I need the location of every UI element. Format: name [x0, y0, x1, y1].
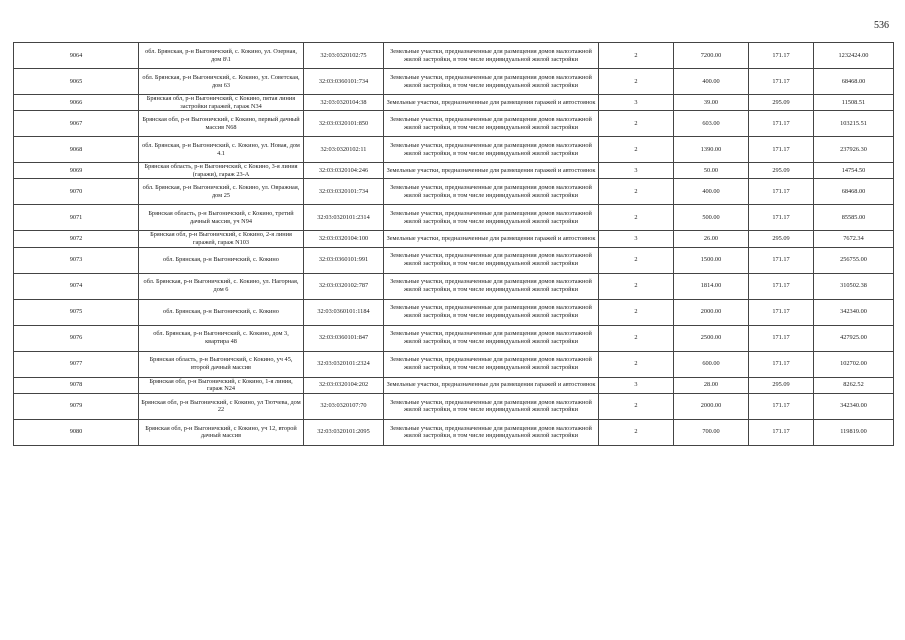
row-area: 39.00 [674, 95, 749, 111]
row-cadastral-value: 103215.51 [814, 111, 894, 137]
row-rate: 171.17 [749, 299, 814, 325]
row-rate: 171.17 [749, 179, 814, 205]
row-land-use: Земельные участки, предназначенные для размещения домов малоэтажной жилой застройки, в том числе индивидуальной жилой застройки [384, 69, 599, 95]
row-rate: 171.17 [749, 137, 814, 163]
row-land-use: Земельные участки, предназначенные для размещения гаражей и автостоянок [384, 377, 599, 393]
row-cadastral-value: 256755.00 [814, 247, 894, 273]
row-cadastral-number: 32:03:0320102:75 [304, 43, 384, 69]
row-land-use: Земельные участки, предназначенные для размещения домов малоэтажной жилой застройки, в том числе индивидуальной жилой застройки [384, 111, 599, 137]
row-group: 3 [599, 95, 674, 111]
row-area: 400.00 [674, 69, 749, 95]
row-number: 9068 [14, 137, 139, 163]
table-body [14, 43, 894, 446]
row-number: 9069 [14, 163, 139, 179]
row-rate: 171.17 [749, 43, 814, 69]
row-number: 9074 [14, 273, 139, 299]
row-cadastral-value: 85585.00 [814, 205, 894, 231]
row-number: 9072 [14, 231, 139, 247]
row-group: 2 [599, 325, 674, 351]
row-land-use: Земельные участки, предназначенные для размещения домов малоэтажной жилой застройки, в том числе индивидуальной жилой застройки [384, 205, 599, 231]
row-address: Брянская обл, р-н Выгоничский, с Кокино, первый дачный массив N68 [139, 111, 304, 137]
row-cadastral-number: 32:03:0320104:38 [304, 95, 384, 111]
row-land-use: Земельные участки, предназначенные для размещения домов малоэтажной жилой застройки, в том числе индивидуальной жилой застройки [384, 273, 599, 299]
row-group: 2 [599, 69, 674, 95]
row-cadastral-number: 32:03:0320104:246 [304, 163, 384, 179]
row-land-use: Земельные участки, предназначенные для размещения домов малоэтажной жилой застройки, в том числе индивидуальной жилой застройки [384, 393, 599, 419]
row-address: обл. Брянская, р-н Выгоничский, с. Кокино [139, 247, 304, 273]
row-address: обл. Брянская, р-н Выгоничский, с. Кокино, ул. Новая, дом 4.1 [139, 137, 304, 163]
table-row [14, 393, 894, 419]
row-number: 9065 [14, 69, 139, 95]
row-group: 2 [599, 273, 674, 299]
row-address: обл. Брянская, р-н Выгоничский, с. Кокино, ул. Советская, дом 63 [139, 69, 304, 95]
row-group: 2 [599, 111, 674, 137]
row-area: 500.00 [674, 205, 749, 231]
row-cadastral-number: 32:03:0320102:787 [304, 273, 384, 299]
row-cadastral-value: 7672.34 [814, 231, 894, 247]
row-cadastral-number: 32:03:0320102:11 [304, 137, 384, 163]
row-address: Брянская обл, р-н Выгоничский, с Кокино, пятая линия застройки гаражей, гараж N34 [139, 95, 304, 111]
row-address: Брянская область, р-н Выгоничский, с Кокино, уч 45, второй дачный массив [139, 351, 304, 377]
row-land-use: Земельные участки, предназначенные для размещения гаражей и автостоянок [384, 163, 599, 179]
row-address: обл. Брянская, р-н Выгоничский, с. Кокино, ул. Нагорная, дом 6 [139, 273, 304, 299]
row-number: 9070 [14, 179, 139, 205]
row-cadastral-value: 119819.00 [814, 419, 894, 445]
row-cadastral-value: 102702.00 [814, 351, 894, 377]
row-cadastral-value: 68468.00 [814, 69, 894, 95]
table-row [14, 231, 894, 247]
row-rate: 295.09 [749, 377, 814, 393]
row-area: 1814.00 [674, 273, 749, 299]
table-row [14, 179, 894, 205]
table-row [14, 377, 894, 393]
row-cadastral-number: 32:03:0360101:734 [304, 69, 384, 95]
row-number: 9071 [14, 205, 139, 231]
row-rate: 171.17 [749, 111, 814, 137]
row-cadastral-value: 11508.51 [814, 95, 894, 111]
row-land-use: Земельные участки, предназначенные для размещения домов малоэтажной жилой застройки, в том числе индивидуальной жилой застройки [384, 43, 599, 69]
row-area: 2500.00 [674, 325, 749, 351]
table-row [14, 299, 894, 325]
row-cadastral-number: 32:03:0360101:991 [304, 247, 384, 273]
row-address: Брянская обл, р-н Выгоничский, с Кокино, 1-я линия, гараж N24 [139, 377, 304, 393]
row-rate: 295.09 [749, 231, 814, 247]
row-number: 9064 [14, 43, 139, 69]
row-rate: 171.17 [749, 247, 814, 273]
row-cadastral-number: 32:03:0320101:2095 [304, 419, 384, 445]
row-group: 2 [599, 137, 674, 163]
row-land-use: Земельные участки, предназначенные для размещения домов малоэтажной жилой застройки, в том числе индивидуальной жилой застройки [384, 299, 599, 325]
page-number: 536 [874, 20, 889, 31]
row-group: 2 [599, 205, 674, 231]
row-group: 2 [599, 299, 674, 325]
row-cadastral-number: 32:03:0320101:2314 [304, 205, 384, 231]
row-number: 9080 [14, 419, 139, 445]
row-land-use: Земельные участки, предназначенные для размещения домов малоэтажной жилой застройки, в том числе индивидуальной жилой застройки [384, 419, 599, 445]
row-land-use: Земельные участки, предназначенные для размещения домов малоэтажной жилой застройки, в том числе индивидуальной жилой застройки [384, 179, 599, 205]
row-area: 603.00 [674, 111, 749, 137]
row-rate: 171.17 [749, 273, 814, 299]
row-group: 2 [599, 247, 674, 273]
row-address: обл. Брянская, р-н Выгоничский, с. Кокино, дом 3, квартира 48 [139, 325, 304, 351]
row-rate: 295.09 [749, 95, 814, 111]
row-group: 2 [599, 43, 674, 69]
row-cadastral-value: 237926.30 [814, 137, 894, 163]
row-area: 7200.00 [674, 43, 749, 69]
row-area: 1390.00 [674, 137, 749, 163]
row-address: Брянская область, р-н Выгоничский, с Кокино, 3-я линия (гаражи), гараж 23-А [139, 163, 304, 179]
row-cadastral-number: 32:03:0360101:1184 [304, 299, 384, 325]
row-area: 600.00 [674, 351, 749, 377]
land-registry-table [13, 42, 894, 446]
row-area: 50.00 [674, 163, 749, 179]
table-row [14, 205, 894, 231]
row-address: обл. Брянская, р-н Выгоничский, с. Кокино [139, 299, 304, 325]
row-number: 9073 [14, 247, 139, 273]
table-row [14, 163, 894, 179]
row-rate: 171.17 [749, 325, 814, 351]
row-group: 3 [599, 231, 674, 247]
row-number: 9075 [14, 299, 139, 325]
row-area: 400.00 [674, 179, 749, 205]
table-row [14, 273, 894, 299]
table-row [14, 247, 894, 273]
row-address: обл. Брянская, р-н Выгоничский, с. Кокино, ул. Озерная, дом 8\1 [139, 43, 304, 69]
table-row [14, 137, 894, 163]
row-cadastral-number: 32:03:0360101:847 [304, 325, 384, 351]
row-area: 28.00 [674, 377, 749, 393]
row-cadastral-number: 32:03:0320101:734 [304, 179, 384, 205]
row-land-use: Земельные участки, предназначенные для размещения гаражей и автостоянок [384, 231, 599, 247]
row-land-use: Земельные участки, предназначенные для размещения гаражей и автостоянок [384, 95, 599, 111]
table-row [14, 351, 894, 377]
row-cadastral-value: 427925.00 [814, 325, 894, 351]
row-address: Брянская обл, р-н Выгоничский, с Кокино, уч 12, второй дачный массив [139, 419, 304, 445]
row-number: 9079 [14, 393, 139, 419]
row-cadastral-value: 342340.00 [814, 393, 894, 419]
row-cadastral-number: 32:03:0320101:850 [304, 111, 384, 137]
row-cadastral-value: 342340.00 [814, 299, 894, 325]
row-area: 2000.00 [674, 393, 749, 419]
row-cadastral-value: 8262.52 [814, 377, 894, 393]
row-cadastral-value: 310502.38 [814, 273, 894, 299]
row-land-use: Земельные участки, предназначенные для размещения домов малоэтажной жилой застройки, в том числе индивидуальной жилой застройки [384, 247, 599, 273]
row-rate: 171.17 [749, 69, 814, 95]
row-group: 2 [599, 179, 674, 205]
table-row [14, 43, 894, 69]
row-group: 2 [599, 351, 674, 377]
row-address: Брянская обл, р-н Выгоничский, с Кокино, ул Тютчева, дом 22 [139, 393, 304, 419]
row-cadastral-value: 68468.00 [814, 179, 894, 205]
row-address: обл. Брянская, р-н Выгоничский, с. Кокино, ул. Овражная, дом 25 [139, 179, 304, 205]
row-number: 9077 [14, 351, 139, 377]
row-land-use: Земельные участки, предназначенные для размещения домов малоэтажной жилой застройки, в том числе индивидуальной жилой застройки [384, 137, 599, 163]
row-number: 9067 [14, 111, 139, 137]
row-group: 2 [599, 393, 674, 419]
row-address: Брянская область, р-н Выгоничский, с Кокино, третий дачный массив, уч N94 [139, 205, 304, 231]
row-cadastral-number: 32:03:0320101:2324 [304, 351, 384, 377]
row-group: 2 [599, 419, 674, 445]
row-number: 9076 [14, 325, 139, 351]
row-number: 9078 [14, 377, 139, 393]
row-cadastral-value: 14754.50 [814, 163, 894, 179]
table-row [14, 95, 894, 111]
row-cadastral-number: 32:03:0320107:70 [304, 393, 384, 419]
table-row [14, 419, 894, 445]
row-cadastral-number: 32:03:0320104:202 [304, 377, 384, 393]
row-land-use: Земельные участки, предназначенные для размещения домов малоэтажной жилой застройки, в том числе индивидуальной жилой застройки [384, 325, 599, 351]
row-cadastral-value: 1232424.00 [814, 43, 894, 69]
row-group: 3 [599, 163, 674, 179]
table-row [14, 111, 894, 137]
row-land-use: Земельные участки, предназначенные для размещения домов малоэтажной жилой застройки, в том числе индивидуальной жилой застройки [384, 351, 599, 377]
row-rate: 171.17 [749, 351, 814, 377]
table-row [14, 69, 894, 95]
row-rate: 171.17 [749, 393, 814, 419]
row-rate: 171.17 [749, 419, 814, 445]
table-row [14, 325, 894, 351]
row-rate: 295.09 [749, 163, 814, 179]
row-area: 2000.00 [674, 299, 749, 325]
row-area: 700.00 [674, 419, 749, 445]
row-area: 26.00 [674, 231, 749, 247]
row-number: 9066 [14, 95, 139, 111]
row-group: 3 [599, 377, 674, 393]
row-area: 1500.00 [674, 247, 749, 273]
row-rate: 171.17 [749, 205, 814, 231]
row-cadastral-number: 32:03:0320104:100 [304, 231, 384, 247]
row-address: Брянская обл, р-н Выгоничский, с Кокино, 2-я линия гаражей, гараж N103 [139, 231, 304, 247]
